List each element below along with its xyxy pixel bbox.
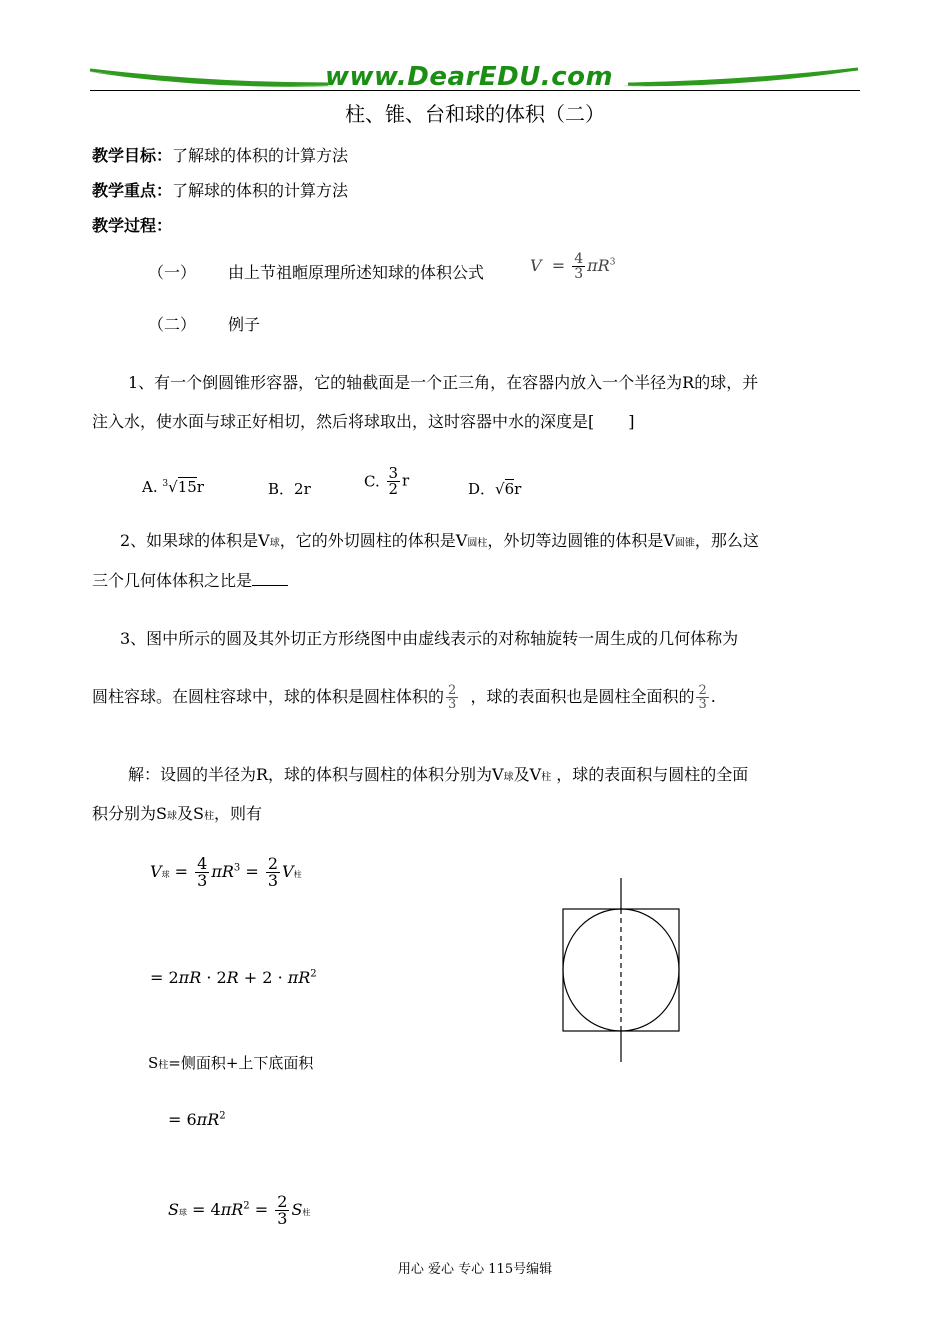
q1-line2	[92, 409, 635, 432]
process-label: 教学过程：	[92, 216, 173, 235]
q2-sub-sphere: 球	[269, 538, 280, 549]
header-rule	[90, 90, 860, 91]
formula-cylinder-area: = $2\pi R \cdot 2R + 2 \cdot \pi R^2$	[150, 968, 317, 987]
sphere-volume-formula: V = $\frac{4}{3}$ $\pi R^3$	[530, 251, 616, 282]
section2-num: （二）	[148, 315, 197, 334]
q1-option-b: B．2r	[268, 480, 311, 498]
q1-option-d: D．√6r	[468, 480, 522, 498]
header-swoosh-right	[620, 64, 862, 92]
section2-text: 例子	[228, 315, 261, 334]
header-swoosh-left	[88, 64, 338, 92]
solution-line1: 解：设圆的半径为R，球的体积与圆柱的体积分别为V球及V柱 ，球的表面积与圆柱的全面	[128, 765, 749, 784]
q3-line1: 3、图中所示的圆及其外切正方形绕图中由虚线表示的对称轴旋转一周生成的几何体称为	[120, 629, 739, 648]
q1-option-c: C. $\frac{3}{2}$ r	[364, 464, 410, 498]
objectives-text: 了解球的体积的计算方法	[172, 146, 349, 165]
answer-blank-underline	[252, 573, 288, 586]
circle-in-square-diagram	[555, 876, 687, 1064]
page-title: 柱、锥、台和球的体积（二）	[345, 102, 605, 126]
q1-line2-text: 注入水，使水面与球正好相切，然后将球取出，这时容器中水的深度是[	[92, 412, 595, 431]
objectives-row	[92, 143, 348, 166]
q1-line1: 1、有一个倒圆锥形容器，它的轴截面是一个正三角，在容器内放入一个半径为R的球，并	[128, 373, 759, 392]
q1-option-a: A. $^3$√15r	[142, 478, 204, 496]
q3-line2: 圆柱容球。在圆柱容球中，球的体积是圆柱体积的 $\frac{2}{3}$ ，球的表面积也是圆柱全面积的 $\frac{2}{3}$ .	[92, 683, 716, 712]
q1-line2-end: ]	[628, 412, 635, 431]
formula-sphere-volume: V球 = $\frac{4}{3}$ $\pi R^3$ = $\frac{2}{3}$ V柱	[150, 854, 302, 890]
q2-line1: 2、如果球的体积是V球，它的外切圆柱的体积是V圆柱，外切等边圆锥的体积是V圆锥，那么这	[120, 531, 759, 550]
site-logo[interactable]: www.DearEDU.com	[325, 62, 614, 92]
solution-line2: 积分别为S球及S柱，则有	[92, 804, 262, 823]
cylinder-area-label: S柱=侧面积+上下底面积	[148, 1054, 314, 1072]
keypoint-row	[92, 178, 348, 201]
keypoint-text: 了解球的体积的计算方法	[172, 181, 349, 200]
objectives-label: 教学目标：	[92, 146, 173, 165]
formula-sphere-area: S球 = $4\pi R^2$ = $\frac{2}{3}$ S柱	[168, 1192, 311, 1228]
section1-text: 由上节祖暅原理所述知球的体积公式	[228, 263, 485, 282]
section1-num: （一）	[148, 263, 197, 282]
q2-sub-cylinder: 圆柱	[467, 538, 488, 549]
q2-line2: 三个几何体体积之比是	[92, 568, 288, 591]
page-footer: 用心 爱心 专心 115号编辑	[397, 1262, 553, 1277]
formula-6pi-r2: = $6\pi R^2$	[168, 1110, 226, 1129]
keypoint-label: 教学重点：	[92, 181, 173, 200]
q2-sub-cone: 圆锥	[674, 538, 695, 549]
